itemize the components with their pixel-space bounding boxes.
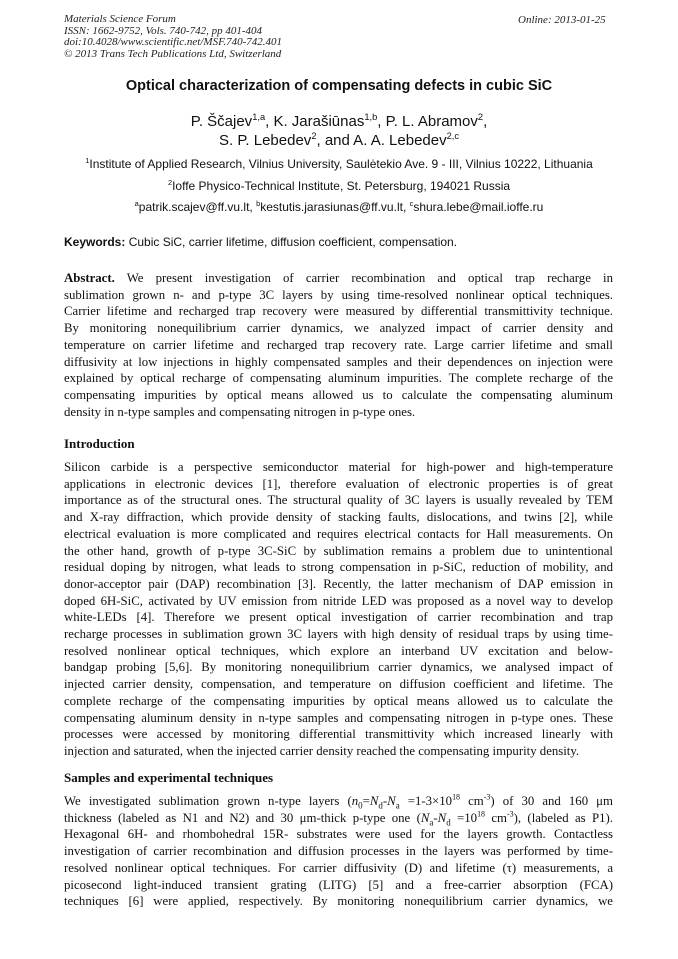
author-affiliation-mark: 1,a xyxy=(252,112,266,122)
samples-text: ) of 30 and 160 μm xyxy=(490,794,613,808)
abstract-line: sublimation grown n- and p-type 3C layers by using time-resolved nonlinear optical techniques. xyxy=(64,287,613,302)
superscript: -3 xyxy=(483,792,491,802)
samples-line: resolved nonlinear optical techniques. For carrier diffusivity (D) and lifetime (τ) measurements, a xyxy=(64,860,613,875)
email-link[interactable]: shura.lebe@mail.ioffe.ru xyxy=(413,200,544,214)
email-mark: b xyxy=(256,199,261,208)
author-affiliation-mark: 1,b xyxy=(364,112,378,122)
samples-heading: Samples and experimental techniques xyxy=(64,770,274,785)
superscript: 18 xyxy=(477,809,485,819)
author-list xyxy=(0,112,678,150)
intro-line: donor-acceptor pair (DAP) recombination [3]. Recently, the latter mechanism of DAP emission in xyxy=(64,576,613,591)
keywords-label: Keywords: xyxy=(64,235,126,249)
email-mark: a xyxy=(134,199,139,208)
intro-line: recharge processes in sublimation grown 3C layers with high density of residual traps by using time- xyxy=(64,627,613,642)
abstract-line: By monitoring nonequilibrium carrier dynamics, we analyzed impact of carrier density and xyxy=(64,321,613,336)
author-name: , P. L. Abramov xyxy=(377,113,478,130)
author-affiliation-mark: 2 xyxy=(477,112,484,122)
intro-line: and X-ray diffraction, which provide density of stacking faults, dislocations, and twins [2], while xyxy=(64,510,613,525)
author-name: , K. Jarašiūnas xyxy=(265,113,365,130)
email-link[interactable]: patrik.scajev@ff.vu.lt, xyxy=(138,200,257,214)
intro-line: complete recharge of the compensating impurities by optical means allowed us to calculate the xyxy=(64,693,613,708)
samples-line: investigation of carrier recombination and diffusion processes in the layers was performed by time- xyxy=(64,844,613,859)
intro-line: resolved nonlinear optical techniques, which explore an interband UV excitation and below- xyxy=(64,643,613,658)
superscript: -3 xyxy=(507,809,514,819)
intro-line: residual doping by nitrogen, what leads to strong compensation in p-SiC, reduction of mobility, and xyxy=(64,560,613,575)
symbol: N xyxy=(437,810,447,825)
author-separator: , xyxy=(483,113,488,130)
keywords xyxy=(64,235,457,249)
introduction-body xyxy=(64,459,613,760)
author-line-1 xyxy=(0,112,678,131)
abstract-line: temperature on carrier lifetime and recharged trap recovery rate. Large carrier lifetime and small xyxy=(64,337,613,352)
subscript: a xyxy=(395,800,400,811)
intro-line: injected carrier density, compensation, and temperature on diffusion coefficient and lifetime. The xyxy=(64,677,613,692)
author-affiliation-mark: 2,c xyxy=(446,131,459,141)
abstract-line: diffusivity at low injections in highly compensated samples and their dependences on injection were xyxy=(64,354,613,369)
symbol: N xyxy=(387,794,396,808)
abstract-line: Carrier lifetime and recharged trap recovery were measured by differential transmittivity technique. xyxy=(64,304,613,319)
symbol: - xyxy=(433,810,438,825)
samples-text: =1-3×10 xyxy=(399,794,453,808)
author-affiliation-mark: 2 xyxy=(311,131,317,141)
online-date: Online: 2013-01-25 xyxy=(518,14,606,26)
subscript: 0 xyxy=(358,800,363,811)
abstract xyxy=(64,270,613,420)
samples-line: techniques [6] were applied, respectively. By monitoring nonequilibrium carrier dynamics, we xyxy=(64,894,613,909)
abstract-line xyxy=(64,270,613,287)
intro-line: the other hand, growth of p-type 3C-SiC by sublimation remains a problem due to unintentional xyxy=(64,543,613,558)
samples-line: picosecond light-induced transient grating (LITG) [5] and a free-carrier absorption (FCA) xyxy=(64,877,613,892)
author-line-2 xyxy=(0,131,678,150)
intro-line: importance as of the structural ones. The structural quality of 3C layers is usually revealed by TEM xyxy=(64,493,613,508)
subscript: d xyxy=(446,817,451,828)
symbol: N xyxy=(420,810,430,825)
author-name: S. P. Lebedev xyxy=(219,132,312,149)
samples-text: thickness (labeled as N1 and N2) and 30 μm-thick p-type one ( xyxy=(64,810,421,825)
abstract-line: density in n-type samples and compensating nitrogen in p-type ones. xyxy=(64,404,416,419)
subscript: d xyxy=(378,800,383,811)
introduction-heading: Introduction xyxy=(64,436,135,451)
superscript: 18 xyxy=(452,792,460,802)
intro-line: Silicon carbide is a perspective semiconductor material for high-power and high-temperature xyxy=(64,460,613,474)
intro-line: doped 6H-SiC, activated by UV emission from nitride LED was proposed as a novel way to develop xyxy=(64,593,613,608)
affiliation-text: Ioffe Physico-Technical Institute, St. Petersburg, 194021 Russia xyxy=(172,179,511,193)
samples-line xyxy=(64,810,613,827)
samples-text: We investigated sublimation grown n-type layers ( xyxy=(64,794,352,808)
author-name: P. Ščajev xyxy=(190,113,253,130)
intro-line: electrical evaluation is more complicated and requires electrical contacts for Hall measurements. On xyxy=(64,526,613,541)
abstract-text: We present investigation of carrier recombination and optical trap recharge in xyxy=(114,271,613,285)
issn-line: ISSN: 1662-9752, Vols. 740-742, pp 401-404 xyxy=(64,24,262,37)
affiliation-mark: 2 xyxy=(167,178,173,187)
affiliation-mark: 1 xyxy=(85,156,90,165)
intro-line: injection and saturated, when the injected carrier density reached the compensating impurity density. xyxy=(64,743,580,758)
intro-line: compensating aluminum density in n-type samples and compensating nitrogen in p-type ones. These xyxy=(64,710,613,725)
symbol: = xyxy=(362,794,370,808)
email-link[interactable]: kestutis.jarasiunas@ff.vu.lt, xyxy=(260,200,410,214)
subscript: a xyxy=(429,817,434,828)
intro-line: bandgap probing [5,6]. By monitoring nonequilibrium carrier dynamics, we analysed impact of xyxy=(64,660,613,675)
affiliation-text: Institute of Applied Research, Vilnius University, Saulėtekio Ave. 9 - III, Vilnius 10222, Lithuania xyxy=(89,157,593,171)
paper-title: Optical characterization of compensating defects in cubic SiC xyxy=(125,78,553,94)
keywords-text: Cubic SiC, carrier lifetime, diffusion coefficient, compensation. xyxy=(125,235,458,249)
samples-text: ), (labeled as P1). xyxy=(513,810,613,825)
samples-line xyxy=(64,793,613,810)
symbol: n xyxy=(351,794,359,808)
abstract-label: Abstract. xyxy=(64,271,115,285)
affiliation-2 xyxy=(0,179,678,193)
samples-body xyxy=(64,793,613,910)
intro-line: processes were accessed by monitoring differential transmittivity which increased linearly with xyxy=(64,727,613,742)
copyright-line: © 2013 Trans Tech Publications Ltd, Switzerland xyxy=(64,47,282,60)
samples-text: =10 xyxy=(450,810,478,825)
samples-line: Hexagonal 6H- and rhombohedral 15R- substrates were used for the layers growth. Contactless xyxy=(64,827,613,842)
doi-line: doi:10.4028/www.scientific.net/MSF.740-742.401 xyxy=(64,36,283,49)
email-mark: c xyxy=(409,199,414,208)
samples-text: cm xyxy=(460,794,484,808)
abstract-line: explained by optical recharge of compensating aluminum impurities. The complete recharge of the xyxy=(64,371,613,386)
intro-line: white-LEDs [4]. Therefore we present optical investigation of carrier recombination and trap xyxy=(64,610,613,625)
symbol: N xyxy=(369,794,379,808)
abstract-line: compensating impurities by optical means allowed us to calculate the compensating aluminum xyxy=(64,387,613,402)
journal-name: Materials Science Forum xyxy=(64,13,176,25)
samples-text: cm xyxy=(485,810,507,825)
affiliation-1 xyxy=(0,157,678,171)
journal-header xyxy=(64,14,282,60)
author-name: , and A. A. Lebedev xyxy=(316,132,447,149)
intro-line: applications in electronic devices [1], therefore evaluation of electronic properties is of great xyxy=(64,476,613,491)
email-line xyxy=(0,200,678,214)
symbol: - xyxy=(382,794,388,808)
